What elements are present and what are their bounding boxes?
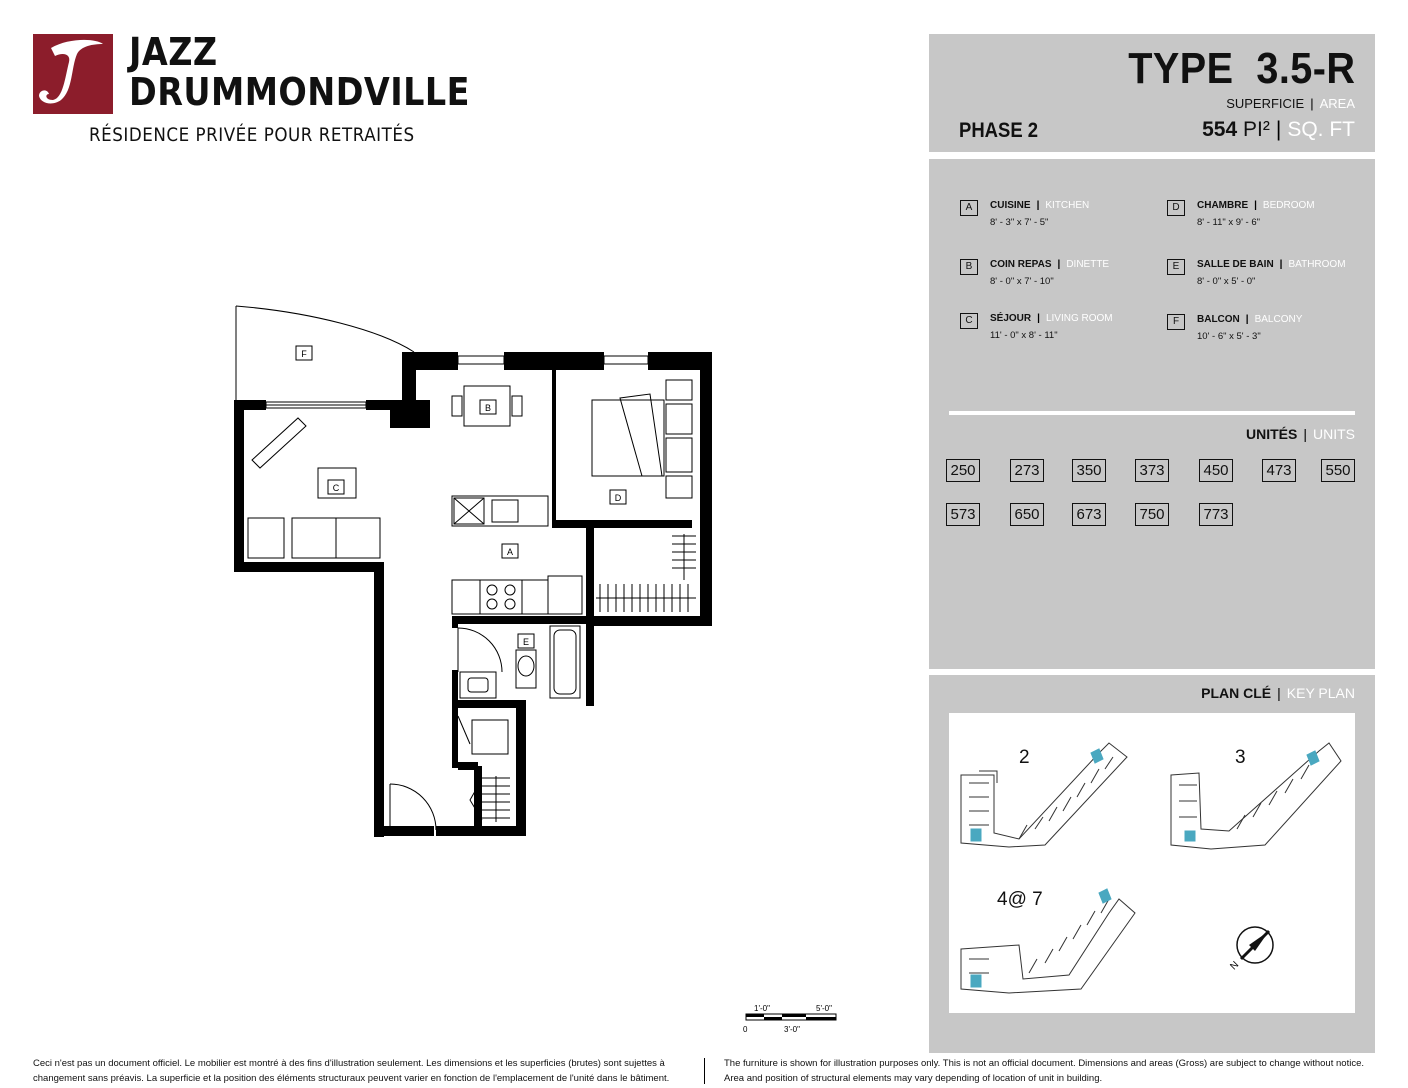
logo-title-line2: DRUMMONDVILLE <box>129 70 470 114</box>
building-outline-floor-4-7 <box>961 899 1135 993</box>
room-name-fr: SALLE DE BAIN <box>1197 259 1274 270</box>
footer-en-line2: Area and position of structural elements may vary depending of location of unit in building. <box>724 1073 1103 1084</box>
scale-top-left: 1'-0" <box>754 1004 770 1013</box>
logo-mark <box>33 34 113 114</box>
key-plan-label-en: KEY PLAN <box>1286 685 1355 701</box>
scale-bottom-mid: 3'-0" <box>784 1025 800 1034</box>
plan-label-d: D <box>614 493 622 503</box>
section-divider <box>949 411 1355 415</box>
key-plan-label-fr: PLAN CLÉ <box>1201 685 1272 701</box>
floor-number: 3 <box>1235 747 1246 768</box>
area-unit-en: SQ. FT <box>1287 118 1355 141</box>
logo-title-line1: JAZZ <box>129 30 218 74</box>
unit-badge: 273 <box>1010 459 1044 482</box>
unit-badge: 573 <box>946 503 980 526</box>
units-label-fr: UNITÉS <box>1246 426 1298 442</box>
room-name-en: BALCONY <box>1254 314 1303 325</box>
area-label: SUPERFICIE | AREA <box>1226 96 1355 111</box>
unit-type-title <box>1128 44 1355 94</box>
room-dims: 8' - 11" x 9' - 6" <box>1197 217 1260 228</box>
area-label-fr: SUPERFICIE <box>1226 96 1305 111</box>
floor-number: 2 <box>1019 747 1030 768</box>
unit-badge: 473 <box>1262 459 1296 482</box>
room-name-fr: COIN REPAS <box>990 259 1052 270</box>
room-dims: 11' - 0" x 8' - 11" <box>990 330 1058 341</box>
room-letter: C <box>960 313 978 329</box>
logo-swirl-icon <box>33 34 113 114</box>
scale-bar-graphic <box>740 1000 850 1040</box>
plan-label-e: E <box>522 637 530 647</box>
room-name: SÉJOUR | LIVING ROOM <box>990 313 1113 324</box>
logo-subtitle: RÉSIDENCE PRIVÉE POUR RETRAITÉS <box>89 124 415 146</box>
room-name-fr: CHAMBRE <box>1197 200 1249 211</box>
type-label: TYPE <box>1127 44 1234 93</box>
area-number: 554 <box>1202 118 1238 141</box>
unit-badge: 673 <box>1072 503 1106 526</box>
plan-label-b: B <box>484 403 492 413</box>
plan-label-c: C <box>332 483 340 493</box>
unit-badge: 650 <box>1010 503 1044 526</box>
key-plan-panel <box>929 675 1375 1053</box>
units-label: UNITÉS | UNITS <box>1246 426 1355 442</box>
key-plan-drawing <box>949 713 1355 1013</box>
footer-fr-line2: changement sans préavis. La superficie et la position des éléments structuraux peuvent varier en fonction de l'emplacement de l'unité dans le bâtiment. <box>33 1073 670 1084</box>
scale-bar <box>740 1000 850 1040</box>
room-letter: A <box>960 200 978 216</box>
unit-badge: 450 <box>1199 459 1233 482</box>
unit-badge: 350 <box>1072 459 1106 482</box>
room-letter: F <box>1167 314 1185 330</box>
building-keyplans <box>949 713 1355 1013</box>
unit-badge: 750 <box>1135 503 1169 526</box>
footer-fr-line1: Ceci n'est pas un document officiel. Le mobilier est montré à des fins d'illustration seulement. Les dimensions et les superficies (brutes) sont sujettes à <box>33 1058 665 1069</box>
area-unit-fr: PI² <box>1243 118 1270 141</box>
north-compass-icon <box>1228 927 1273 972</box>
room-name-en: BEDROOM <box>1262 200 1315 211</box>
room-letter: D <box>1167 200 1185 216</box>
type-header-panel <box>929 34 1375 152</box>
room-dims: 10' - 6" x 5' - 3" <box>1197 331 1261 342</box>
floor-number: 4@ 7 <box>997 889 1043 910</box>
room-name-fr: BALCON <box>1197 314 1240 325</box>
room-dims: 8' - 0" x 7' - 10" <box>990 276 1054 287</box>
area-value: 554 PI² | SQ. FT <box>1202 118 1355 141</box>
floor-plan-drawing <box>230 300 720 840</box>
units-label-en: UNITS <box>1313 426 1355 442</box>
footer-disclaimer-fr <box>33 1056 693 1086</box>
logo-title <box>129 32 470 112</box>
room-name-en: BATHROOM <box>1288 259 1346 270</box>
room-dims: 8' - 3" x 7' - 5" <box>990 217 1049 228</box>
type-value: 3.5-R <box>1255 44 1355 93</box>
room-letter: E <box>1167 259 1185 275</box>
room-name-en: DINETTE <box>1066 259 1110 270</box>
unit-badge: 373 <box>1135 459 1169 482</box>
room-dims: 8' - 0" x 5' - 0" <box>1197 276 1256 287</box>
room-name-en: LIVING ROOM <box>1045 313 1113 324</box>
key-plan-label: PLAN CLÉ | KEY PLAN <box>1201 685 1355 701</box>
room-name-fr: CUISINE <box>990 200 1031 211</box>
footer-en-line1: The furniture is shown for illustration purposes only. This is not an official document. Dimensions and areas (Gross) are subject to change without notice. <box>724 1058 1364 1069</box>
phase-label: PHASE 2 <box>959 119 1039 142</box>
scale-bottom-left: 0 <box>743 1025 748 1034</box>
footer-disclaimer-en <box>724 1056 1384 1086</box>
plan-label-a: A <box>506 547 514 557</box>
room-name-fr: SÉJOUR <box>990 313 1032 324</box>
unit-badge: 773 <box>1199 503 1233 526</box>
scale-top-right: 5'-0" <box>816 1004 832 1013</box>
area-label-en: AREA <box>1319 96 1355 111</box>
room-name: CUISINE | KITCHEN <box>990 200 1090 211</box>
room-name: BALCON | BALCONY <box>1197 314 1303 325</box>
room-name: SALLE DE BAIN | BATHROOM <box>1197 259 1346 270</box>
room-name: CHAMBRE | BEDROOM <box>1197 200 1315 211</box>
footer-divider <box>704 1058 705 1084</box>
unit-badge: 250 <box>946 459 980 482</box>
rooms-units-panel <box>929 159 1375 669</box>
unit-badge: 550 <box>1321 459 1355 482</box>
room-letter: B <box>960 259 978 275</box>
room-name-en: KITCHEN <box>1045 200 1090 211</box>
logo <box>33 30 470 150</box>
floor-plan <box>230 300 720 840</box>
plan-label-f: F <box>301 349 307 359</box>
compass-letter: N <box>1228 959 1242 973</box>
room-name: COIN REPAS | DINETTE <box>990 259 1110 270</box>
